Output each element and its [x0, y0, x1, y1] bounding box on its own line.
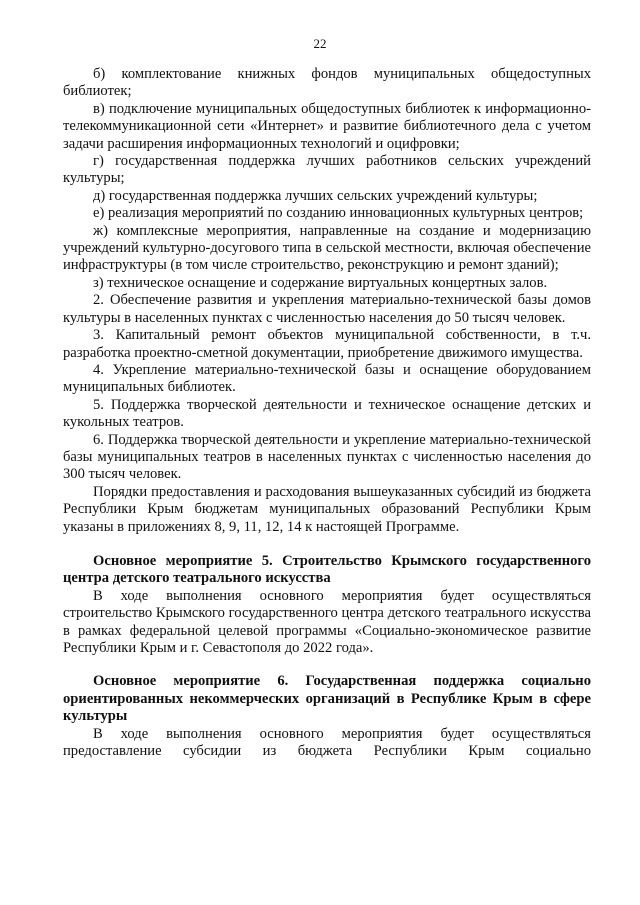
paragraph-point-3: 3. Капитальный ремонт объектов муниципальной собственности, в т.ч. разработка проектно-сметной документации, приобретение движимого имущества. [63, 327, 591, 361]
paragraph-item-z: з) техническое оснащение и содержание виртуальных концертных залов. [93, 274, 548, 291]
paragraph-item-e: е) реализация мероприятий по созданию инновационных культурных центров; [93, 205, 584, 222]
page-number: 22 [313, 36, 327, 51]
paragraph-item-g: г) государственная поддержка лучших работников сельских учреждений культуры; [63, 153, 591, 187]
paragraph-point-6: 6. Поддержка творческой деятельности и укрепление материально-технической базы муниципальных театров в населенных пунктах с численностью населения до 300 тысяч человек. [63, 431, 591, 483]
paragraph-item-d: д) государственная поддержка лучших сельских учреждений культуры; [93, 187, 538, 204]
section-6-heading: Основное мероприятие 6. Государственная поддержка социально ориентированных некоммерческих организаций в Республике Крым в сфере культуры [63, 673, 591, 725]
paragraph-item-v: в) подключение муниципальных общедоступных библиотек к информационно-телекоммуникационной сети «Интернет» и развитие библиотечного дела с учетом задачи расширения информационных технологий и оцифровки; [63, 100, 591, 152]
paragraph-point-4: 4. Укрепление материально-технической базы и оснащение оборудованием муниципальных библиотек. [63, 361, 591, 396]
paragraph-point-2: 2. Обеспечение развития и укрепления материально-технической базы домов культуры в населенных пунктах с численностью населения до 50 тысяч человек. [63, 292, 591, 326]
section-5-heading: Основное мероприятие 5. Строительство Крымского государственного центра детского театрального искусства [63, 552, 591, 587]
paragraph-subsidy-rules: Порядки предоставления и расходования вышеуказанных субсидий из бюджета Республики Крым бюджетам муниципальных образований Республики Крым указаны в приложениях 8, 9, 11, 12, 14 к настоящей Программе. [63, 483, 591, 535]
paragraph-point-5: 5. Поддержка творческой деятельности и техническое оснащение детских и кукольных театров. [63, 396, 591, 431]
section-5-text: В ходе выполнения основного мероприятия будет осуществляться строительство Крымского государственного центра детского театрального искусства в рамках федеральной целевой программы «Социально-экономическое развитие Республики Крым и г. Севастополя до 2022 года». [63, 587, 591, 656]
section-6-text: В ходе выполнения основного мероприятия будет осуществляться предоставление субсидии из бюджета Республики Крым социально [63, 725, 591, 760]
paragraph-item-zh: ж) комплексные мероприятия, направленные на создание и модернизацию учреждений культурно-досугового типа в сельской местности, включая обеспечение инфраструктуры (в том числе строительство, реконструкцию и ремонт зданий); [63, 222, 591, 274]
paragraph-item-b: б) комплектование книжных фондов муниципальных общедоступных библиотек; [63, 66, 591, 100]
document-body [63, 66, 591, 760]
